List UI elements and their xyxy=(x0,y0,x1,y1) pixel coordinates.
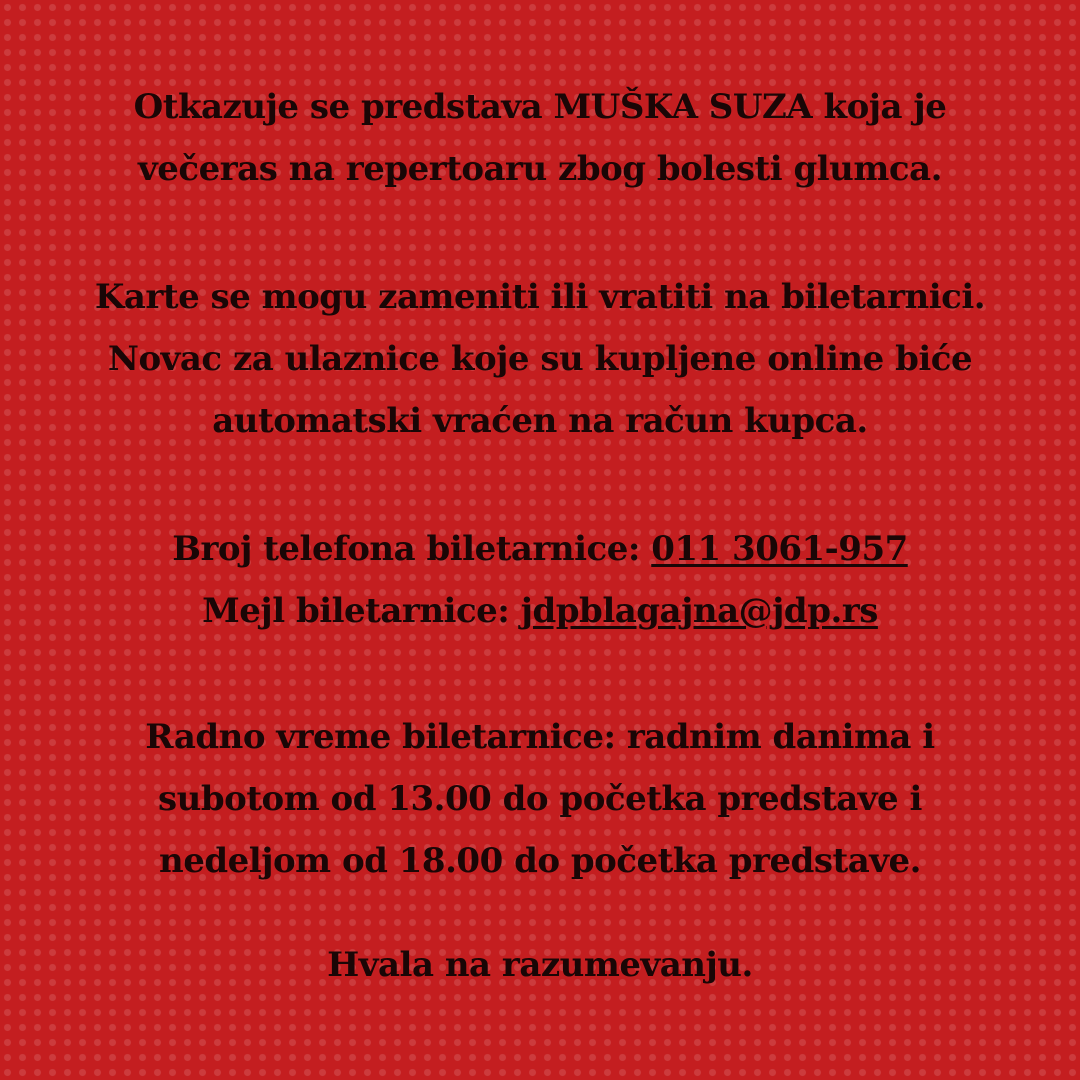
closing-paragraph xyxy=(0,934,1080,996)
email-label: Mejl biletarnice: xyxy=(202,591,510,631)
phone-link[interactable]: 011 3061-957 xyxy=(651,529,908,569)
phone-label: Broj telefona biletarnice: xyxy=(172,529,640,569)
announcement-line-2: večeras na repertoaru zbog bolesti glumca. xyxy=(138,149,942,189)
tickets-line-2: Novac za ulaznice koje su kupljene online biće xyxy=(107,339,973,379)
hours-line-2: subotom od 13.00 do početka predstave i xyxy=(158,779,922,819)
email-line xyxy=(0,580,1080,642)
contact-paragraph xyxy=(0,518,1080,642)
tickets-paragraph xyxy=(0,266,1080,452)
hours-line-1: Radno vreme biletarnice: radnim danima i xyxy=(145,717,935,757)
email-link[interactable]: jdpblagajna@jdp.rs xyxy=(520,591,878,631)
hours-paragraph xyxy=(0,706,1080,892)
announcement-paragraph xyxy=(0,76,1080,200)
hours-line-3: nedeljom od 18.00 do početka predstave. xyxy=(159,841,921,881)
announcement-line-1: Otkazuje se predstava MUŠKA SUZA koja je xyxy=(133,87,947,127)
tickets-line-3: automatski vraćen na račun kupca. xyxy=(212,401,868,441)
phone-line xyxy=(0,518,1080,580)
tickets-line-1: Karte se mogu zameniti ili vratiti na biletarnici. xyxy=(94,277,986,317)
closing-line: Hvala na razumevanju. xyxy=(327,945,753,985)
